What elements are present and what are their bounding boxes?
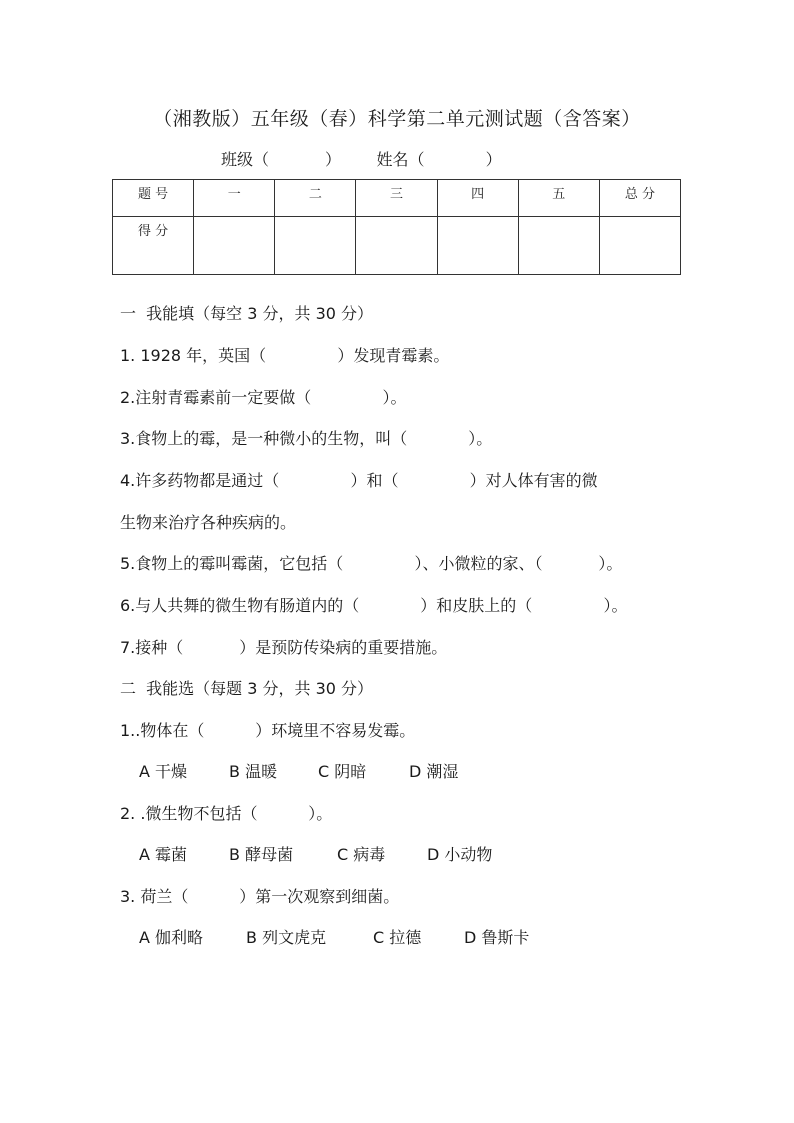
fill-question-7: 7.接种（ ）是预防传染病的重要措施。 [120, 638, 448, 657]
header-cell-label: 题 号 [113, 180, 194, 217]
fill-question-6: 6.与人共舞的微生物有肠道内的（ ）和皮肤上的（ ）。 [120, 596, 628, 615]
score-table [112, 179, 681, 275]
score-table-header-row [113, 180, 681, 217]
section1-heading: 一 我能填（每空 3 分，共 30 分） [120, 304, 374, 323]
q2-option-c: C 病毒 [337, 845, 386, 864]
q1-option-c: C 阴暗 [318, 762, 367, 781]
q3-option-b: B 列文虎克 [246, 928, 327, 947]
header-cell-4: 四 [437, 180, 518, 217]
q1-option-b: B 温暖 [229, 762, 278, 781]
choice-question-2: 2. .微生物不包括（ ）。 [120, 804, 333, 823]
score-cell-1 [194, 217, 275, 275]
document-title: （湘教版）五年级（春）科学第二单元测试题（含答案） [153, 108, 641, 130]
choice-question-1: 1..物体在（ ）环境里不容易发霉。 [120, 721, 416, 740]
q2-option-b: B 酵母菌 [229, 845, 294, 864]
score-cell-4 [437, 217, 518, 275]
fill-question-2: 2.注射青霉素前一定要做（ ）。 [120, 388, 407, 407]
fill-question-1: 1. 1928 年，英国（ ）发现青霉素。 [120, 346, 450, 365]
q1-option-d: D 潮湿 [409, 762, 459, 781]
score-cell-3 [356, 217, 437, 275]
fill-question-3: 3.食物上的霉，是一种微小的生物，叫（ ）。 [120, 429, 493, 448]
q1-option-a: A 干燥 [139, 762, 188, 781]
score-cell-5 [518, 217, 599, 275]
header-cell-5: 五 [518, 180, 599, 217]
fill-question-4-continued: 生物来治疗各种疾病的。 [120, 513, 297, 532]
section2-heading: 二 我能选（每题 3 分，共 30 分） [120, 679, 374, 698]
fill-question-4: 4.许多药物都是通过（ ）和（ ）对人体有害的微 [120, 471, 598, 490]
q2-option-d: D 小动物 [427, 845, 493, 864]
score-row-label: 得 分 [113, 217, 194, 275]
class-name-line: 班级（ ） 姓名（ ） [221, 150, 502, 169]
score-cell-2 [275, 217, 356, 275]
score-cell-total [599, 217, 680, 275]
q3-option-c: C 拉德 [373, 928, 422, 947]
header-cell-total: 总 分 [599, 180, 680, 217]
score-table-score-row [113, 217, 681, 275]
q3-option-a: A 伽利略 [139, 928, 204, 947]
header-cell-1: 一 [194, 180, 275, 217]
choice-question-3: 3. 荷兰（ ）第一次观察到细菌。 [120, 887, 400, 906]
header-cell-2: 二 [275, 180, 356, 217]
fill-question-5: 5.食物上的霉叫霉菌，它包括（ ）、小微粒的家、（ ）。 [120, 554, 623, 573]
header-cell-3: 三 [356, 180, 437, 217]
q2-option-a: A 霉菌 [139, 845, 188, 864]
q3-option-d: D 鲁斯卡 [464, 928, 530, 947]
